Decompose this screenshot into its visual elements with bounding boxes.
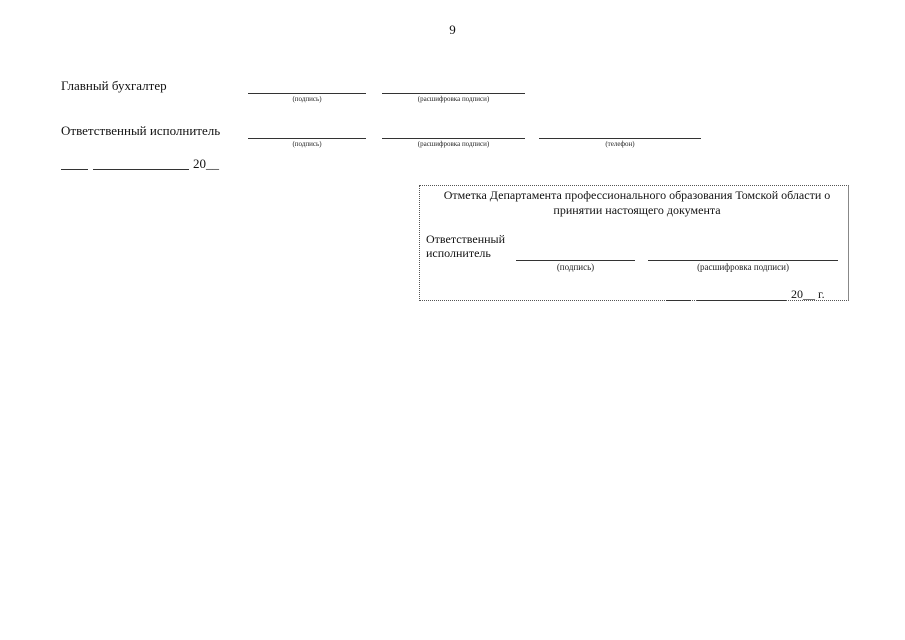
responsible-phone-caption: (телефон) <box>605 140 635 148</box>
responsible-decode-caption: (расшифровка подписи) <box>417 140 490 148</box>
responsible-phone-line <box>539 138 701 139</box>
department-approval-box <box>419 185 849 301</box>
responsible-signature-line <box>248 138 366 139</box>
responsible-decode-line <box>382 138 525 139</box>
department-box-decode-line <box>648 260 838 261</box>
department-box-responsible-line2: исполнитель <box>426 246 491 260</box>
page-number: 9 <box>449 22 456 37</box>
department-box-day-line <box>666 300 691 301</box>
department-box-title: Отметка Департамента профессионального образования Томской области о принятии настоящего документа <box>443 188 831 217</box>
chief-accountant-decode-line <box>382 93 525 94</box>
department-box-month-line <box>697 300 786 301</box>
date-day-line <box>61 169 88 170</box>
department-box-signature-caption: (подпись) <box>556 262 595 272</box>
responsible-label: Ответственный исполнитель <box>61 123 221 138</box>
date-year: 20__ <box>193 156 219 171</box>
department-box-year: 20__ г. <box>791 287 825 301</box>
chief-accountant-signature-caption: (подпись) <box>292 95 322 103</box>
department-box-decode-caption: (расшифровка подписи) <box>697 262 789 272</box>
chief-accountant-signature-line <box>248 93 366 94</box>
chief-accountant-label: Главный бухгалтер <box>61 78 167 93</box>
department-box-signature-line <box>516 260 635 261</box>
responsible-signature-caption: (подпись) <box>292 140 322 148</box>
department-box-responsible-line1: Ответственный <box>426 232 506 246</box>
date-month-line <box>93 169 189 170</box>
chief-accountant-decode-caption: (расшифровка подписи) <box>417 95 490 103</box>
